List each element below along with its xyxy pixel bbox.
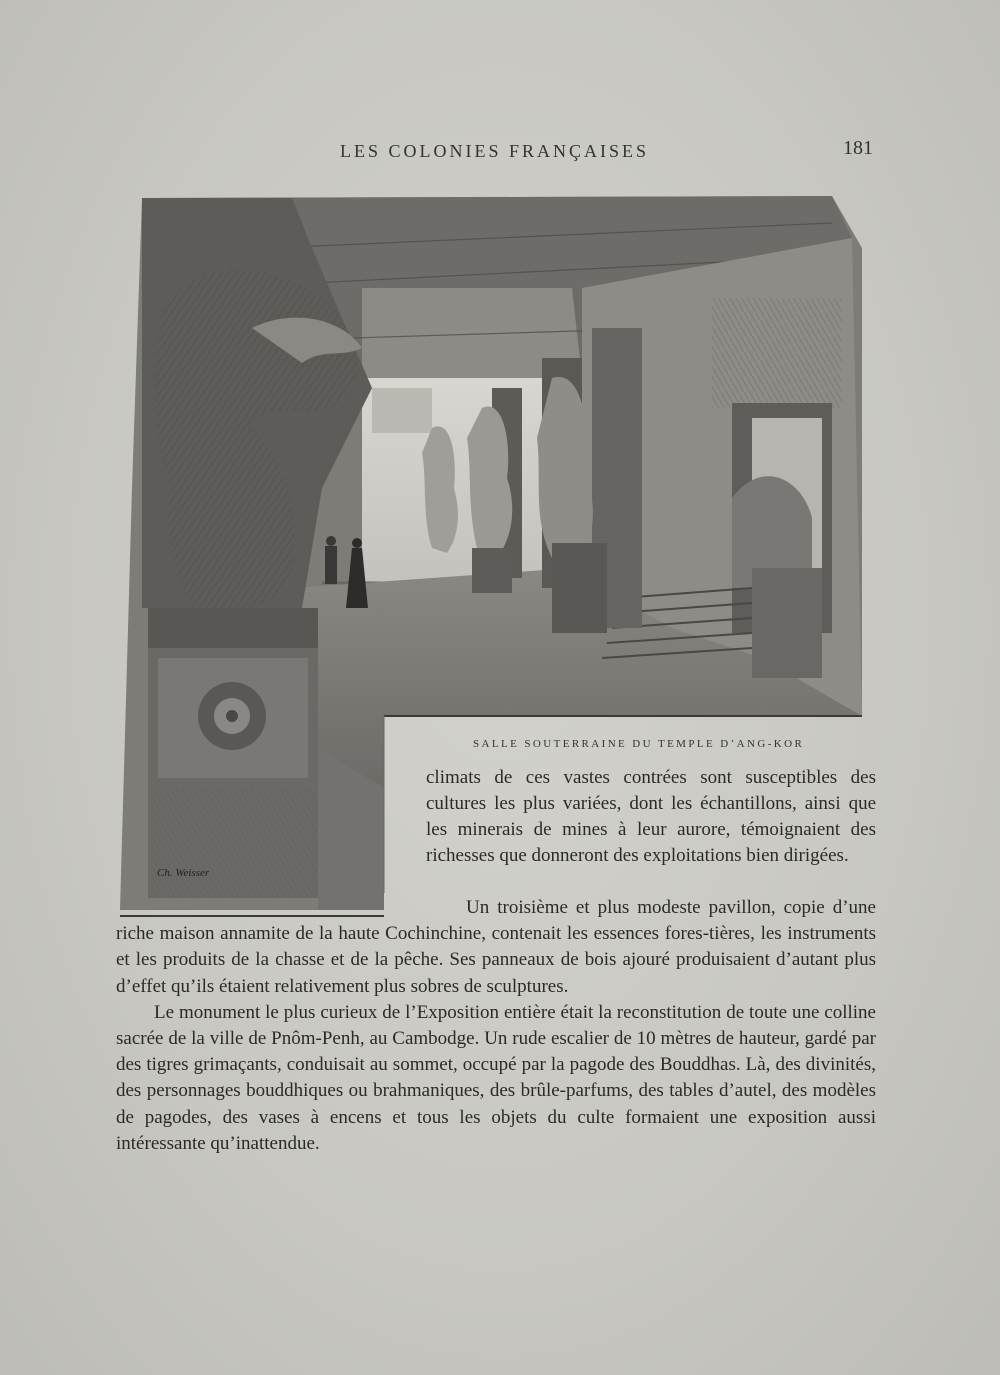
column-text xyxy=(426,765,876,869)
page-number: 181 xyxy=(843,137,873,159)
running-title: LES COLONIES FRANÇAISES xyxy=(340,141,650,161)
column-paragraph: climats de ces vastes contrées sont susceptibles des cultures les plus variées, dont les échantillons, ainsi que les minerais de mines à leur aurore, témoignaient des richesses que donneront des exploitations bien dirigées. xyxy=(426,767,876,866)
artist-signature: Ch. Weisser xyxy=(157,867,210,879)
illustration-caption: SALLE SOUTERRAINE DU TEMPLE D’ANG-KOR xyxy=(473,738,805,750)
main-text xyxy=(116,895,876,1157)
paragraph-pavillon: Un troisième et plus modeste pavillon, copie d’une riche maison annamite de la haute Cochinchine, contenait les essences fores-tières, les instruments et les produits de la chasse et de la pêche. Ses panneaux de bois ajouré produisaient d’autant plus d’effet qu’ils étaient relativement plus sobres de sculptures. xyxy=(116,897,876,997)
paragraph-monument: Le monument le plus curieux de l’Exposition entière était la reconstitution de toute une colline sacrée de la ville de Pnôm-Penh, au Cambodge. Un rude escalier de 10 mètres de hauteur, gardé par des tigres grimaçants, conduisait au sommet, occupé par la pagode des Bouddhas. Là, des divinités, des personnages bouddhiques ou brahmaniques, des brûle-parfums, des tables d’autel, des modèles de pagodes, des vases à encens et tous les objets du culte formaient une exposition aussi intéressante qu’inattendue. xyxy=(116,1001,876,1154)
